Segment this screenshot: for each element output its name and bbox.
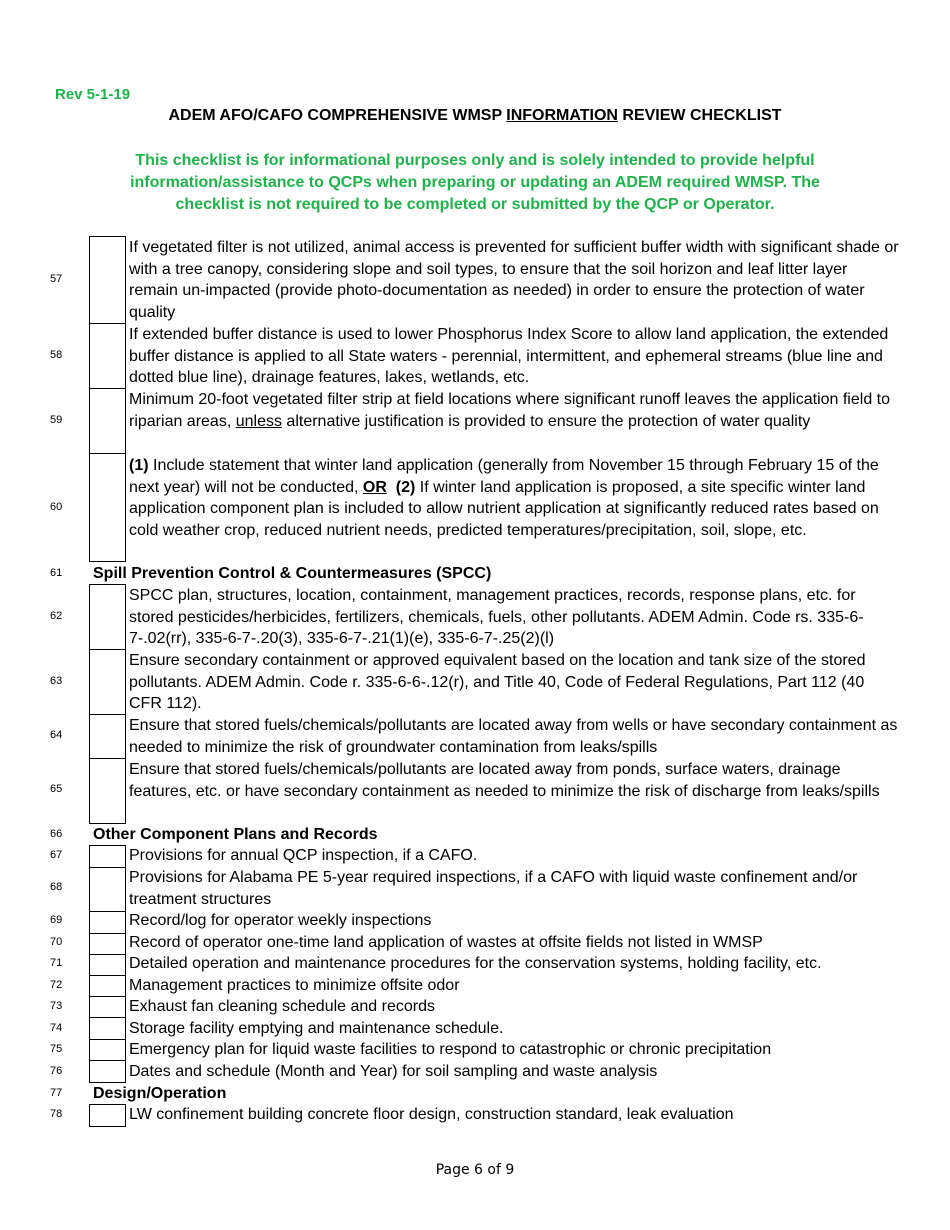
section-heading: Design/Operation xyxy=(93,1085,227,1102)
item-number: 63 xyxy=(50,675,63,687)
checkbox[interactable] xyxy=(89,714,126,759)
checkbox[interactable] xyxy=(89,388,126,454)
item-number: 75 xyxy=(50,1043,63,1055)
item-text: Provisions for annual QCP inspection, if a CAFO. xyxy=(129,847,478,864)
checkbox[interactable] xyxy=(89,1039,126,1061)
item-text: Emergency plan for liquid waste facilities to respond to catastrophic or chronic precipitation xyxy=(129,1041,772,1058)
checkbox[interactable] xyxy=(89,1060,126,1083)
checkbox[interactable] xyxy=(89,954,126,976)
item-number: 68 xyxy=(50,881,63,893)
checkbox[interactable] xyxy=(89,323,126,389)
item-text: LW confinement building concrete floor design, construction standard, leak evaluation xyxy=(129,1106,734,1123)
item-text: Provisions for Alabama PE 5-year required inspections, if a CAFO with liquid waste confinement and/or treatment structures xyxy=(129,869,858,908)
item-number: 58 xyxy=(50,349,63,361)
item-text: Detailed operation and maintenance procedures for the conservation systems, holding facility, etc. xyxy=(129,955,822,972)
checkbox[interactable] xyxy=(89,1104,126,1127)
checkbox[interactable] xyxy=(89,236,126,324)
checkbox[interactable] xyxy=(89,1017,126,1040)
checkbox[interactable] xyxy=(89,758,126,824)
checkbox[interactable] xyxy=(89,845,126,868)
checkbox[interactable] xyxy=(89,933,126,955)
page-number: Page 6 of 9 xyxy=(435,1162,515,1178)
item-text: Ensure secondary containment or approved equivalent based on the location and tank size of the stored pollutants. ADEM Admin. Code r. 335-6-6-.12(r), and Title 40, Code of Federal Regulations, Part 112 (40 CFR 112). xyxy=(129,652,866,712)
item-number: 57 xyxy=(50,273,63,285)
item-number: 67 xyxy=(50,849,63,861)
item-number: 76 xyxy=(50,1065,63,1077)
section-heading: Spill Prevention Control & Countermeasures (SPCC) xyxy=(93,565,492,582)
item-number: 72 xyxy=(50,979,63,991)
item-text: (1) Include statement that winter land application (generally from November 15 through February 15 of the next year) will not be conducted, OR (2) If winter land application is proposed, a site specific winter land application component plan is included to allow nutrient application at significantly reduced rates based on cold weather crop, reduced nutrient needs, predicted temperatures/precipitation, soil, slope, etc. xyxy=(129,457,879,539)
checkbox[interactable] xyxy=(89,453,126,562)
item-number: 65 xyxy=(50,783,63,795)
item-number: 70 xyxy=(50,936,63,948)
item-text: Ensure that stored fuels/chemicals/pollutants are located away from wells or have secondary containment as needed to minimize the risk of groundwater contamination from leaks/spills xyxy=(129,717,898,756)
item-number: 69 xyxy=(50,914,63,926)
item-number: 73 xyxy=(50,1000,63,1012)
page-title: ADEM AFO/CAFO COMPREHENSIVE WMSP INFORMATION REVIEW CHECKLIST xyxy=(168,107,782,124)
item-text: Record of operator one-time land application of wastes at offsite fields not listed in WMSP xyxy=(129,934,763,951)
checkbox[interactable] xyxy=(89,584,126,650)
checkbox[interactable] xyxy=(89,867,126,912)
item-number: 61 xyxy=(50,567,63,579)
item-number: 62 xyxy=(50,610,63,622)
item-number: 71 xyxy=(50,957,63,969)
item-number: 74 xyxy=(50,1022,63,1034)
checkbox[interactable] xyxy=(89,996,126,1018)
item-text: Storage facility emptying and maintenance schedule. xyxy=(129,1020,504,1037)
item-number: 66 xyxy=(50,828,63,840)
item-number: 64 xyxy=(50,729,63,741)
revision-label: Rev 5-1-19 xyxy=(55,86,131,103)
checkbox[interactable] xyxy=(89,649,126,715)
item-number: 60 xyxy=(50,501,63,513)
checkbox[interactable] xyxy=(89,911,126,934)
item-text: Minimum 20-foot vegetated filter strip at field locations where significant runoff leaves the application field to riparian areas, unless alternative justification is provided to ensure the protection of water quality xyxy=(129,391,890,430)
item-number: 78 xyxy=(50,1108,63,1120)
item-text: Record/log for operator weekly inspections xyxy=(129,912,432,929)
section-heading: Other Component Plans and Records xyxy=(93,826,378,843)
item-number: 77 xyxy=(50,1087,63,1099)
item-text: Dates and schedule (Month and Year) for soil sampling and waste analysis xyxy=(129,1063,658,1080)
item-text: Exhaust fan cleaning schedule and records xyxy=(129,998,435,1015)
item-text: If vegetated filter is not utilized, animal access is prevented for sufficient buffer width with significant shade or with a tree canopy, considering slope and soil types, to ensure that the soil horizon and leaf litter layer remain un-impacted (provide photo-documentation as needed) in order to ensure the protection of water quality xyxy=(129,239,899,321)
item-text: If extended buffer distance is used to lower Phosphorus Index Score to allow land application, the extended buffer distance is applied to all State waters - perennial, intermittent, and ephemeral streams (blue line and dotted blue line), drainage features, lakes, wetlands, etc. xyxy=(129,326,889,386)
disclaimer: This checklist is for informational purposes only and is solely intended to provide helpful information/assistance to QCPs when preparing or updating an ADEM required WMSP. The checklist is not required to be completed or submitted by the QCP or Operator. xyxy=(130,152,820,213)
checkbox[interactable] xyxy=(89,975,126,997)
item-text: Ensure that stored fuels/chemicals/pollutants are located away from ponds, surface waters, drainage features, etc. or have secondary containment as needed to minimize the risk of discharge from leaks/spills xyxy=(129,761,880,800)
item-number: 59 xyxy=(50,414,63,426)
item-text: Management practices to minimize offsite odor xyxy=(129,977,460,994)
item-text: SPCC plan, structures, location, containment, management practices, records, response plans, etc. for stored pesticides/herbicides, fertilizers, chemicals, fuels, other pollutants. ADEM Admin. Code rs. 335-6-7-.02(rr), 335-6-7-.20(3), 335-6-7-.21(1)(e), 335-6-7-.25(2)(l) xyxy=(129,587,864,647)
